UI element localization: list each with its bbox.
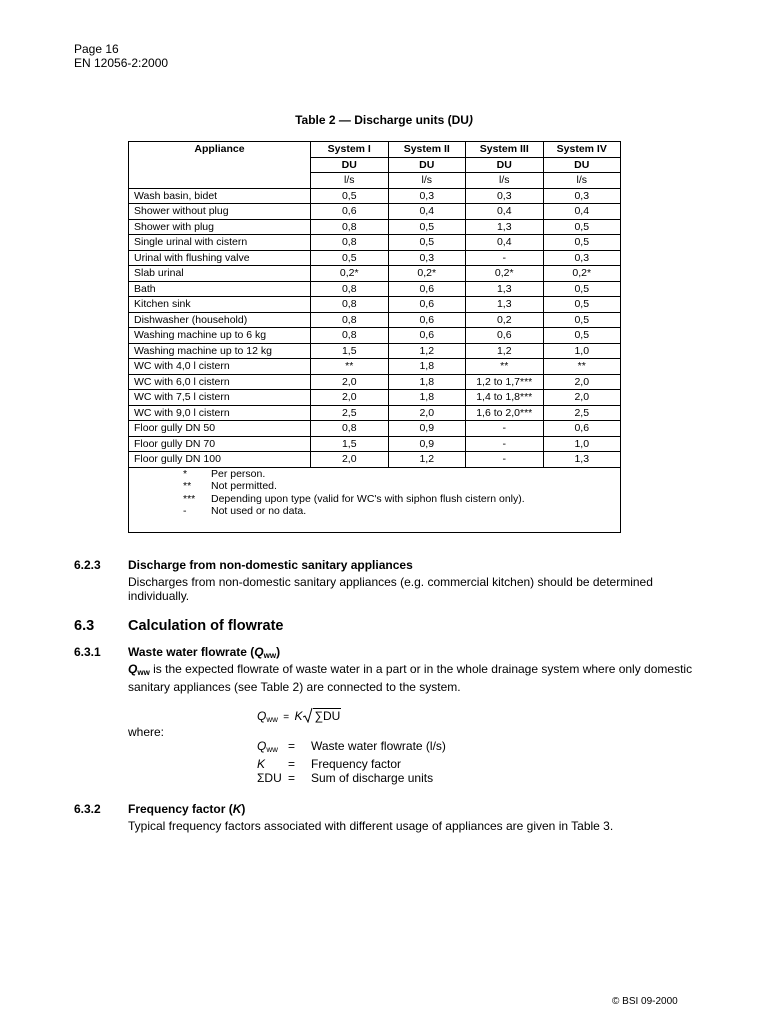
system-4-value-cell: 0,5 [543,328,621,344]
flowrate-formula [257,707,341,724]
system-4-value-cell: 0,3 [543,188,621,204]
system-4-value-cell: 2,0 [543,374,621,390]
definition-symbol-text: K [257,757,266,771]
table-notes [129,467,621,532]
system-3-value-cell: 0,4 [466,235,544,251]
appliance-cell: Wash basin, bidet [129,188,311,204]
title-text: Waste water flowrate ( [128,645,255,659]
note-item [183,493,620,506]
appliance-cell: Shower without plug [129,204,311,220]
appliance-cell: Urinal with flushing valve [129,250,311,266]
table-row [129,452,621,468]
system-1-value-cell: 0,8 [311,235,389,251]
system-4-value-cell: 2,0 [543,390,621,406]
system-2-value-cell: 1,2 [388,343,466,359]
square-root-icon [303,707,313,723]
system-3-value-cell: 1,2 to 1,7*** [466,374,544,390]
system-2-value-cell: 0,6 [388,281,466,297]
system-4-value-cell: 0,5 [543,312,621,328]
system-1-value-cell: 0,5 [311,250,389,266]
definition-text: Waste water flowrate (l/s) [311,739,446,753]
system-2-value-cell: 0,6 [388,297,466,313]
definition-symbol-text: ΣDU [257,771,282,785]
definitions-list [257,739,446,785]
system-4-value-cell: ** [543,359,621,375]
note-symbol: - [183,505,187,517]
system-3-value-cell: 0,3 [466,188,544,204]
system-1-value-cell: 0,8 [311,297,389,313]
definition-symbol-subscript: ww [266,745,278,754]
copyright-footer: © BSI 09-2000 [612,996,678,1007]
appliance-cell: Kitchen sink [129,297,311,313]
formula-k: K [294,709,303,723]
definition-equals: = [288,739,296,753]
appliance-cell: Dishwasher (household) [129,312,311,328]
system-4-value-cell: 0,3 [543,250,621,266]
note-symbol: ** [183,480,192,492]
note-symbol: * [183,467,188,480]
column-header-system-2: System II [388,142,466,158]
system-2-value-cell: 0,2* [388,266,466,282]
section-number-6-3-2: 6.3.2 [74,802,101,816]
table-row [129,235,621,251]
definition-text: Frequency factor [311,757,402,771]
note-item [183,505,620,518]
section-body-6-3-2: Typical frequency factors associated with different usage of appliances are given in Table 3. [128,819,614,833]
section-body-6-2-3: Discharges from non-domestic sanitary appliances (e.g. commercial kitchen) should be determined individually. [128,575,653,603]
section-body-6-3-1 [128,662,703,694]
table-row [129,250,621,266]
system-3-value-cell: - [466,421,544,437]
standard-number: EN 12056-2:2000 [74,56,169,70]
note-item [183,468,620,481]
system-2-value-cell: 0,5 [388,219,466,235]
note-text: Depending upon type (valid for WC's with siphon flush cistern only). [211,492,525,505]
system-4-value-cell: 0,5 [543,235,621,251]
section-title-6-2-3: Discharge from non-domestic sanitary appliances [128,558,413,572]
system-4-value-cell: 0,5 [543,219,621,235]
table-row [129,359,621,375]
column-header-system-1: System I [311,142,389,158]
system-1-value-cell: 2,0 [311,390,389,406]
unit-ls: l/s [466,173,544,189]
page-number: Page 16 [74,42,119,56]
appliance-cell: Washing machine up to 12 kg [129,343,311,359]
system-2-value-cell: 1,8 [388,390,466,406]
note-symbol: *** [183,492,196,505]
note-item [183,480,620,493]
table-row [129,421,621,437]
section-title-6-3: Calculation of flowrate [128,618,284,634]
table-row [129,219,621,235]
system-4-value-cell: 0,4 [543,204,621,220]
table-body [129,188,621,467]
system-3-value-cell: - [466,436,544,452]
system-2-value-cell: 0,6 [388,328,466,344]
table-title [0,113,768,127]
system-4-value-cell: 1,3 [543,452,621,468]
unit-du: DU [543,157,621,173]
notes-list [129,468,620,518]
system-1-value-cell: 2,0 [311,374,389,390]
appliance-cell: WC with 9,0 l cistern [129,405,311,421]
column-header-system-3: System III [466,142,544,158]
body-text: is the expected flowrate of waste water in a part or in the whole drainage system where only domestic sanitary appliances (see Table 2) are connected to the system. [128,662,693,694]
system-2-value-cell: 0,3 [388,188,466,204]
table-row [129,343,621,359]
system-2-value-cell: 2,0 [388,405,466,421]
system-3-value-cell: - [466,250,544,266]
table-row [129,188,621,204]
title-text: Frequency factor ( [128,802,233,816]
formula-lhs-subscript: ww [266,715,278,724]
unit-ls: l/s [388,173,466,189]
appliance-cell: Shower with plug [129,219,311,235]
table-row [129,405,621,421]
discharge-units-table [128,141,621,533]
column-header-system-4: System IV [543,142,621,158]
where-label: where: [128,725,165,739]
unit-ls: l/s [543,173,621,189]
definition-row [257,739,446,757]
system-1-value-cell: 0,8 [311,281,389,297]
body-symbol: Q [128,662,138,676]
appliance-cell: Floor gully DN 100 [129,452,311,468]
system-1-value-cell: 1,5 [311,436,389,452]
appliance-cell: Single urinal with cistern [129,235,311,251]
table-row [129,204,621,220]
page-header [74,42,168,70]
system-1-value-cell: 0,8 [311,219,389,235]
formula-lhs: Q [257,709,267,723]
system-4-value-cell: 1,0 [543,343,621,359]
table-row [129,312,621,328]
system-1-value-cell: 2,5 [311,405,389,421]
system-3-value-cell: 1,6 to 2,0*** [466,405,544,421]
system-4-value-cell: 0,2* [543,266,621,282]
system-2-value-cell: 0,3 [388,250,466,266]
body-subscript: ww [137,668,150,677]
system-2-value-cell: 1,8 [388,359,466,375]
section-title-6-3-2 [128,802,245,816]
table-title-text: Table 2 — Discharge units (DU [295,113,469,127]
column-header-appliance: Appliance [129,142,311,189]
system-2-value-cell: 0,9 [388,436,466,452]
system-4-value-cell: 0,5 [543,281,621,297]
system-1-value-cell: 2,0 [311,452,389,468]
system-1-value-cell: 0,5 [311,188,389,204]
definition-row [257,757,446,771]
system-1-value-cell: 0,2* [311,266,389,282]
appliance-cell: Floor gully DN 70 [129,436,311,452]
system-3-value-cell: 1,3 [466,281,544,297]
unit-du: DU [311,157,389,173]
section-title-6-3-1 [128,645,280,660]
definition-row [257,771,446,785]
system-3-value-cell: 1,3 [466,297,544,313]
system-3-value-cell: 1,2 [466,343,544,359]
system-3-value-cell: - [466,452,544,468]
formula-radicand: ∑DU [314,709,341,723]
system-3-value-cell: 0,2 [466,312,544,328]
definition-equals: = [288,771,296,785]
table-row [129,328,621,344]
appliance-cell: WC with 6,0 l cistern [129,374,311,390]
unit-du: DU [388,157,466,173]
system-1-value-cell: 0,8 [311,328,389,344]
system-2-value-cell: 0,6 [388,312,466,328]
system-4-value-cell: 0,5 [543,297,621,313]
appliance-cell: WC with 7,5 l cistern [129,390,311,406]
section-number-6-3-1: 6.3.1 [74,645,101,659]
appliance-cell: WC with 4,0 l cistern [129,359,311,375]
section-number-6-2-3: 6.2.3 [74,558,101,572]
system-1-value-cell: 0,6 [311,204,389,220]
system-2-value-cell: 1,2 [388,452,466,468]
system-4-value-cell: 1,0 [543,436,621,452]
appliance-cell: Bath [129,281,311,297]
appliance-cell: Washing machine up to 6 kg [129,328,311,344]
system-2-value-cell: 1,8 [388,374,466,390]
title-close: ) [241,802,246,816]
table-row [129,436,621,452]
system-4-value-cell: 2,5 [543,405,621,421]
definition-symbol [257,771,288,785]
definitions-body [257,739,446,785]
definition-symbol [257,739,288,757]
table-row [129,266,621,282]
table-row [129,374,621,390]
system-2-value-cell: 0,4 [388,204,466,220]
system-2-value-cell: 0,9 [388,421,466,437]
system-3-value-cell: ** [466,359,544,375]
system-1-value-cell: 0,8 [311,421,389,437]
unit-ls: l/s [311,173,389,189]
definition-symbol [257,757,288,771]
formula-equals: = [283,712,290,723]
table-row [129,390,621,406]
appliance-cell: Slab urinal [129,266,311,282]
section-number-6-3: 6.3 [74,618,95,634]
definition-equals: = [288,757,296,771]
note-text: Not permitted. [211,480,277,492]
system-2-value-cell: 0,5 [388,235,466,251]
title-subscript: ww [263,651,277,660]
note-text: Not used or no data. [211,505,307,517]
definition-symbol-text: Q [257,739,267,753]
system-3-value-cell: 0,6 [466,328,544,344]
title-symbol: Q [254,645,264,659]
note-text: Per person. [211,467,266,480]
system-1-value-cell: 1,5 [311,343,389,359]
unit-du: DU [466,157,544,173]
table-row [129,297,621,313]
system-3-value-cell: 0,2* [466,266,544,282]
definition-text: Sum of discharge units [311,771,434,785]
system-3-value-cell: 1,3 [466,219,544,235]
title-symbol: K [232,802,242,816]
system-1-value-cell: 0,8 [311,312,389,328]
appliance-cell: Floor gully DN 50 [129,421,311,437]
title-close: ) [276,645,281,659]
system-3-value-cell: 0,4 [466,204,544,220]
table-row [129,281,621,297]
system-4-value-cell: 0,6 [543,421,621,437]
system-1-value-cell: ** [311,359,389,375]
table-title-close: ) [468,113,473,127]
system-3-value-cell: 1,4 to 1,8*** [466,390,544,406]
